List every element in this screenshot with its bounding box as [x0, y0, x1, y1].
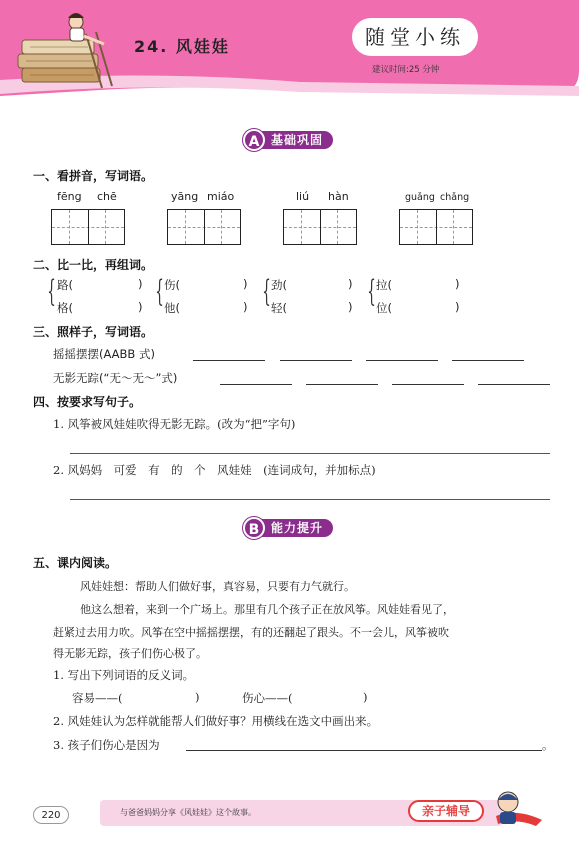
pinyin-4-right: chǎng	[440, 192, 470, 203]
mascot-icon	[486, 786, 546, 830]
time-hint: 建议时间:25 分钟	[372, 65, 440, 75]
pair-4-top-close: )	[455, 277, 460, 291]
section-b-label: 能力提升	[259, 519, 333, 537]
section-a-label: 基础巩固	[259, 131, 333, 149]
pinyin-2-right: miáo	[207, 190, 235, 203]
q3-line1-blank-3[interactable]	[366, 360, 438, 361]
brace-4: {	[367, 274, 376, 309]
writing-box-1[interactable]	[51, 209, 125, 245]
q3-line2-prompt: 无影无踪(“无～无～”式)	[53, 371, 178, 385]
pinyin-4-left: guǎng	[405, 192, 435, 203]
pair-3-bottom: 轻(	[271, 301, 287, 315]
q5-sub1-b-close: )	[363, 690, 368, 704]
section-b-badge: B	[243, 517, 265, 539]
section-b-banner	[243, 517, 353, 539]
parent-guidance-badge: 亲子辅导	[408, 800, 484, 822]
lesson-title: 24. 风娃娃	[134, 37, 230, 56]
page-number: 220	[33, 806, 69, 824]
q5-sub2: 2. 风娃娃认为怎样就能帮人们做好事？用横线在选文中画出来。	[53, 714, 379, 728]
practice-title: 随堂小练	[352, 18, 478, 56]
pair-4-bottom-close: )	[455, 300, 460, 314]
q3-line1-prompt: 摇摇摆摆(AABB 式)	[53, 347, 155, 361]
brace-3: {	[262, 274, 271, 309]
writing-box-3[interactable]	[283, 209, 357, 245]
q5-sub3-end: 。	[542, 738, 554, 752]
pair-3-bottom-close: )	[348, 300, 353, 314]
q1-heading: 一、看拼音，写词语。	[33, 169, 154, 183]
pair-3-top-close: )	[348, 277, 353, 291]
q4-item1: 1. 风筝被风娃娃吹得无影无踪。(改为“把”字句)	[53, 417, 296, 431]
pinyin-1-right: chē	[97, 190, 117, 203]
pinyin-2-left: yāng	[171, 190, 199, 203]
pinyin-1-left: fēng	[57, 190, 82, 203]
passage-paragraph-1: 风娃娃想：帮助人们做好事，真容易，只要有力气就行。	[80, 580, 355, 593]
pair-1-top-close: )	[138, 277, 143, 291]
q3-line2-blank-4[interactable]	[478, 384, 550, 385]
section-a-badge: A	[243, 129, 265, 151]
q3-heading: 三、照样子，写词语。	[33, 325, 154, 339]
pair-4-bottom: 位(	[376, 301, 392, 315]
q5-sub1-b: 伤心——(	[242, 691, 293, 705]
pair-1-bottom-close: )	[138, 300, 143, 314]
passage-paragraph-2-line-3: 得无影无踪，孩子们伤心极了。	[53, 647, 207, 660]
q5-sub3-blank[interactable]	[186, 750, 542, 751]
q3-line2-blank-1[interactable]	[220, 384, 292, 385]
pair-2-bottom-close: )	[243, 300, 248, 314]
pinyin-3-right: hàn	[328, 190, 349, 203]
q5-sub1-a-close: )	[195, 690, 200, 704]
pair-4-top: 拉(	[376, 278, 392, 292]
footer-note: 与爸爸妈妈分享《风娃娃》这个故事。	[120, 808, 256, 817]
q4-heading: 四、按要求写句子。	[33, 395, 142, 409]
q3-line2-blank-2[interactable]	[306, 384, 378, 385]
q5-sub1: 1. 写出下列词语的反义词。	[53, 668, 195, 682]
writing-box-4[interactable]	[399, 209, 473, 245]
header-decoration	[0, 0, 579, 110]
pair-1-bottom: 格(	[57, 301, 73, 315]
q4-item2: 2. 风妈妈 可爱 有 的 个 风娃娃 (连词成句，并加标点)	[53, 463, 376, 477]
q3-line1-blank-2[interactable]	[280, 360, 352, 361]
passage-paragraph-2-line-2: 赶紧过去用力吹。风筝在空中摇摇摆摆，有的还翻起了跟头。不一会儿，风筝被吹	[53, 626, 449, 639]
pair-2-top: 伤(	[164, 278, 180, 292]
writing-box-2[interactable]	[167, 209, 241, 245]
pinyin-3-left: liú	[296, 190, 310, 203]
passage-paragraph-2-line-1: 他这么想着，来到一个广场上。那里有几个孩子正在放风筝。风娃娃看见了，	[80, 603, 454, 616]
q5-heading: 五、课内阅读。	[33, 556, 118, 570]
pair-2-top-close: )	[243, 277, 248, 291]
pair-2-bottom: 他(	[164, 301, 180, 315]
section-a-banner	[243, 129, 353, 151]
q3-line2-blank-3[interactable]	[392, 384, 464, 385]
q2-heading: 二、比一比，再组词。	[33, 258, 154, 272]
q5-sub1-a: 容易——(	[72, 691, 123, 705]
brace-2: {	[155, 274, 164, 309]
q3-line1-blank-1[interactable]	[193, 360, 265, 361]
q3-line1-blank-4[interactable]	[452, 360, 524, 361]
brace-1: {	[47, 274, 56, 309]
pair-3-top: 劲(	[271, 278, 287, 292]
q4-item1-answer-line[interactable]	[70, 453, 550, 454]
header-band	[0, 0, 579, 110]
pair-1-top: 路(	[57, 278, 73, 292]
q5-sub3: 3. 孩子们伤心是因为	[53, 738, 160, 752]
q4-item2-answer-line[interactable]	[70, 499, 550, 500]
